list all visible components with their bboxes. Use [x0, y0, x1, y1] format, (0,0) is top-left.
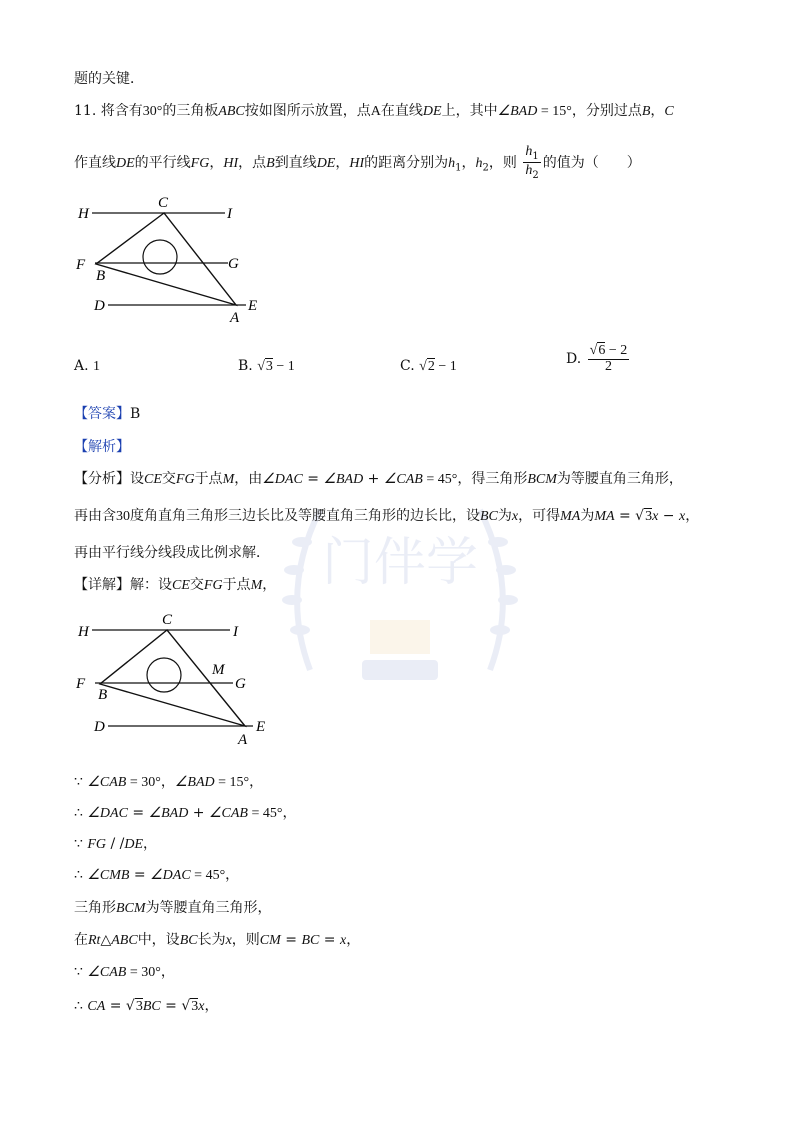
option-d: D. $\frac{√6 - 2}{2}$ [566, 343, 628, 374]
watermark-text: 门伴学 [321, 533, 479, 593]
label-a: A [230, 310, 240, 326]
analysis-header: 【解析】 [74, 439, 130, 455]
question-line-1 [74, 100, 674, 120]
step-4: ∴ ∠CMB = ∠DAC = 45°， [74, 867, 240, 883]
inner-circle [143, 240, 177, 274]
label-h: H [78, 206, 89, 222]
step-5: 三角形BCM为等腰直角三角形， [74, 900, 272, 916]
inner-circle [147, 658, 181, 692]
label-g: G [235, 676, 246, 692]
detail-intro: 【详解】解：设CE交FG于点M， [74, 577, 277, 593]
label-i: I [227, 206, 232, 222]
analysis-line-1: 【分析】设CE交FG于点M，由∠DAC = ∠BAD + ∠CAB = 45°，得三角形BCM为等腰直角三角形， [74, 471, 683, 487]
analysis-line-3: 再由平行线分线段成比例求解． [74, 545, 270, 561]
label-f: F [76, 257, 86, 273]
label-e: E [248, 298, 258, 314]
question-number: 11. [74, 103, 97, 119]
option-b: B. √3 − 1 [238, 358, 295, 374]
step-3: ∵ FG / /DE， [74, 836, 158, 852]
triangle-figure-1 [70, 190, 280, 330]
ratio-fraction: $\frac{h_1}{h_2}$ [525, 144, 539, 182]
question-line-2: 作直线DE的平行线FG，HI，点B到直线DE，HI的距离分别为$h_1$，$h_2$，则 $\frac{h_1}{h_2}$ 的值为（ ） [74, 144, 641, 182]
triangle-abc [96, 213, 236, 305]
triangle-figure-2 [70, 608, 285, 748]
step-2: ∴ ∠DAC = ∠BAD + ∠CAB = 45°， [74, 805, 297, 821]
step-6: 在Rt△ABC中，设BC长为x，则CM = BC = x， [74, 932, 361, 948]
step-1: ∵ ∠CAB = 30°，∠BAD = 15°， [74, 774, 264, 790]
label-c: C [158, 195, 169, 211]
question-text-1: 将含有30°的三角板ABC按如图所示放置，点A在直线DE上，其中∠BAD = 15°，分别过点B，C [100, 103, 674, 119]
label-b: B [98, 687, 108, 703]
step-8: ∴ CA = √3BC = √3x， [74, 998, 219, 1014]
label-a: A [238, 732, 248, 748]
label-i: I [233, 624, 238, 640]
intro-tail: 题的关键． [74, 71, 144, 87]
label-c: C [162, 612, 173, 628]
label-g: G [228, 256, 239, 272]
option-a: A. 1 [74, 358, 101, 374]
label-m: M [212, 662, 225, 678]
label-b: B [96, 268, 106, 284]
label-e: E [256, 719, 266, 735]
analysis-line-2: 再由含30度角直角三角形三边长比及等腰直角三角形的边长比，设BC为x，可得MA为MA = √3x − x， [74, 508, 700, 524]
label-h: H [78, 624, 89, 640]
step-7: ∵ ∠CAB = 30°， [74, 964, 175, 980]
label-d: D [94, 298, 105, 314]
label-d: D [94, 719, 105, 735]
label-f: F [76, 676, 86, 692]
answer-line: 【答案】B [74, 406, 141, 422]
triangle-abc [100, 630, 245, 726]
option-c: C. √2 − 1 [400, 358, 457, 374]
